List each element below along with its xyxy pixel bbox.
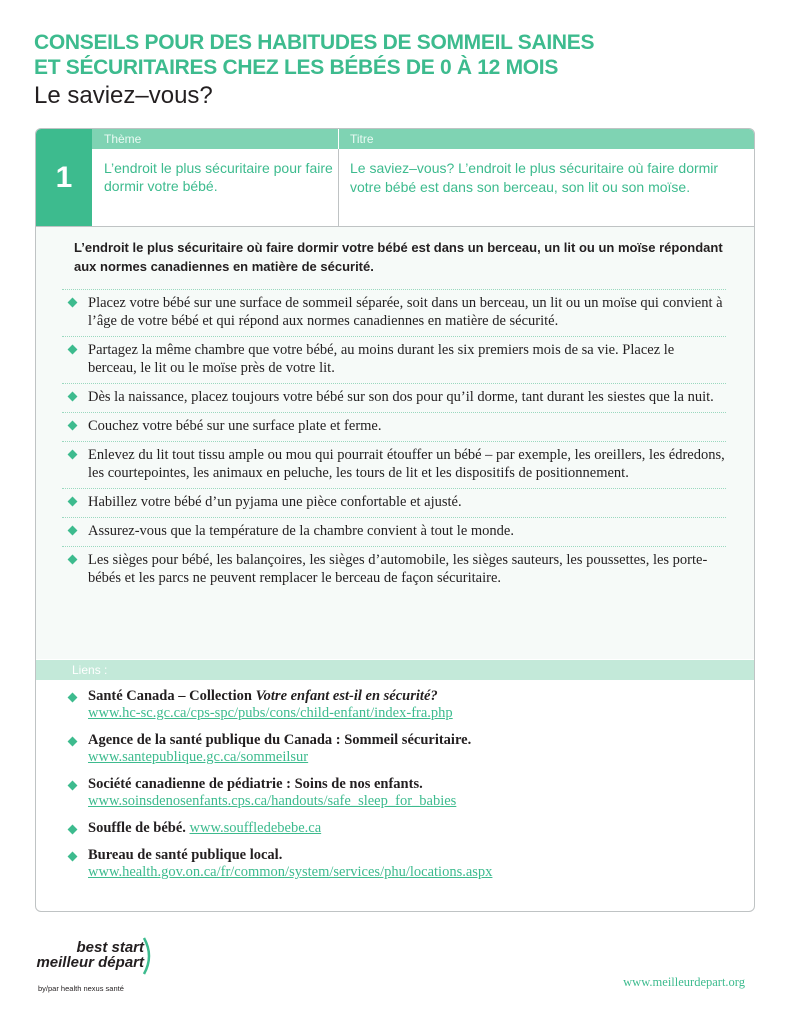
links-header-bar [36, 660, 754, 680]
list-item [62, 488, 726, 517]
link-item [62, 847, 726, 881]
title-block [34, 30, 594, 111]
cell-divider [338, 149, 339, 226]
list-item [62, 517, 726, 546]
logo-byline: by/par health nexus santé [38, 984, 124, 993]
link-title: Bureau de santé publique local. [88, 847, 283, 863]
link-item [62, 776, 726, 810]
logo-line1: best start [76, 939, 144, 956]
diamond-bullet-icon [68, 497, 78, 507]
link-url[interactable]: www.health.gov.on.ca/fr/common/system/services/phu/locations.aspx [88, 864, 493, 880]
diamond-bullet-icon [68, 555, 78, 565]
page-subtitle: Le saviez–vous? [34, 82, 213, 109]
list-item-text: Les sièges pour bébé, les balançoires, les sièges d’automobile, les sièges sauteurs, les poussettes, les porte-bébés et les parcs ne peuvent remplacer le berceau de façon sécuritaire. [88, 552, 708, 586]
link-title: Agence de la santé publique du Canada : Sommeil sécuritaire. [88, 732, 472, 748]
list-item [62, 412, 726, 441]
diamond-bullet-icon [68, 392, 78, 402]
logo-arc-icon [142, 936, 154, 976]
diamond-bullet-icon [68, 852, 78, 862]
diamond-bullet-icon [68, 825, 78, 835]
list-item-text: Placez votre bébé sur une surface de sommeil séparée, soit dans un berceau, un lit ou un moïse qui convient à l’âge de votre bébé et qui répond aux normes canadiennes en matière de sécurité. [88, 295, 723, 329]
card-header-bar [92, 129, 754, 149]
links-list [62, 688, 726, 891]
link-url[interactable]: www.souffledebebe.ca [189, 820, 322, 836]
list-item [62, 441, 726, 488]
link-title: Souffle de bébé. [88, 820, 186, 836]
link-url[interactable]: www.santepublique.gc.ca/sommeilsur [88, 749, 309, 765]
diamond-bullet-icon [68, 693, 78, 703]
diamond-bullet-icon [68, 421, 78, 431]
diamond-bullet-icon [68, 526, 78, 536]
diamond-bullet-icon [68, 450, 78, 460]
page-title-line1: CONSEILS POUR DES HABITUDES DE SOMMEIL SAINES [34, 31, 595, 54]
link-item [62, 688, 726, 722]
list-item-text: Assurez-vous que la température de la chambre convient à tout le monde. [88, 523, 514, 539]
website-link[interactable]: www.meilleurdepart.org [623, 975, 745, 989]
list-item [62, 289, 726, 336]
list-item-text: Habillez votre bébé d’un pyjama une pièce confortable et ajusté. [88, 494, 462, 510]
diamond-bullet-icon [68, 345, 78, 355]
links-label: Liens : [72, 663, 108, 677]
diamond-bullet-icon [68, 737, 78, 747]
card-number: 1 [36, 129, 92, 226]
link-title: Société canadienne de pédiatrie : Soins de nos enfants. [88, 776, 423, 792]
header-divider [338, 129, 339, 149]
list-item-text: Dès la naissance, placez toujours votre bébé sur son dos pour qu’il dorme, tant durant les siestes que la nuit. [88, 389, 714, 405]
link-item [62, 820, 726, 837]
content-panel [36, 227, 754, 659]
link-url[interactable]: www.hc-sc.gc.ca/cps-spc/pubs/cons/child-enfant/index-fra.php [88, 705, 453, 721]
link-title: Santé Canada – Collection [88, 688, 256, 704]
diamond-bullet-icon [68, 298, 78, 308]
list-item-text: Enlevez du lit tout tissu ample ou mou qui pourrait étouffer un bébé – par exemple, les oreillers, les édredons, les courtepointes, les animaux en peluche, les tours de lit et les dispositifs de positionnement. [88, 447, 725, 481]
list-item [62, 383, 726, 412]
list-item-text: Couchez votre bébé sur une surface plate et ferme. [88, 418, 382, 434]
list-item [62, 546, 726, 593]
theme-cell: L’endroit le plus sécuritaire pour faire dormir votre bébé. [104, 160, 333, 194]
title-cell: Le saviez–vous? L’endroit le plus sécuritaire où faire dormir votre bébé est dans son berceau, son lit ou son moïse. [350, 160, 719, 195]
page-title-line2: ET SÉCURITAIRES CHEZ LES BÉBÉS DE 0 À 12 MOIS [34, 56, 559, 79]
bullet-list [62, 289, 726, 593]
info-card [35, 128, 755, 912]
logo-line2: meilleur départ [36, 954, 144, 971]
intro-text: L’endroit le plus sécuritaire où faire dormir votre bébé est dans un berceau, un lit ou un moïse répondant aux normes canadiennes en matière de sécurité. [74, 240, 723, 274]
list-item-text: Partagez la même chambre que votre bébé, au moins durant les six premiers mois de sa vie. Placez le berceau, le lit ou le moïse près de votre lit. [88, 342, 675, 376]
theme-column-header: Thème [104, 132, 142, 146]
list-item [62, 336, 726, 383]
title-column-header: Titre [350, 132, 374, 146]
diamond-bullet-icon [68, 781, 78, 791]
best-start-logo [38, 940, 158, 1000]
link-title-italic: Votre enfant est-il en sécurité? [255, 688, 438, 704]
link-url[interactable]: www.soinsdenosenfants.cps.ca/handouts/safe_sleep_for_babies [88, 793, 457, 809]
link-item [62, 732, 726, 766]
